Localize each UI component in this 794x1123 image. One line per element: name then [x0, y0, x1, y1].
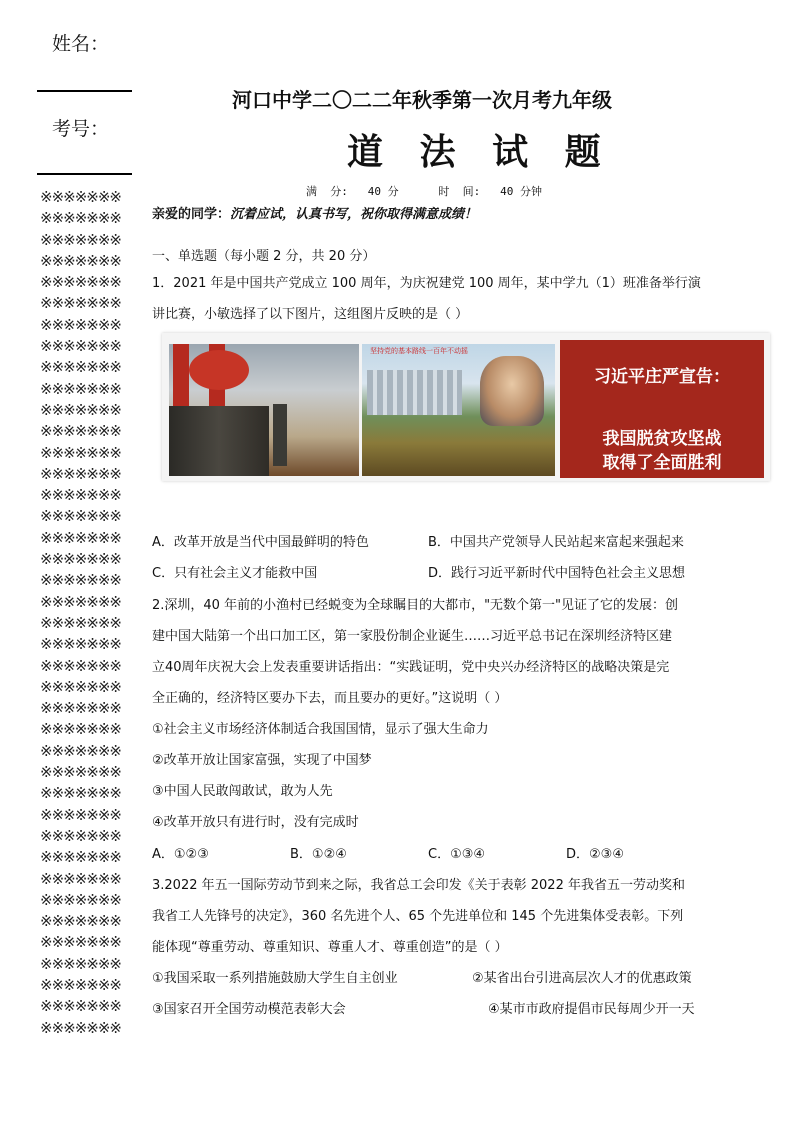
pattern-row: ※※※※※※※ [40, 550, 121, 569]
city-skyline [367, 370, 462, 415]
greeting [152, 203, 477, 222]
pattern-row: ※※※※※※※ [40, 571, 121, 590]
pattern-row: ※※※※※※※ [40, 230, 121, 249]
pattern-row: ※※※※※※※ [40, 720, 121, 739]
q2-line3: 立40周年庆祝大会上发表重要讲话指出：“实践证明，党中央兴办经济特区的战略决策是完 [152, 660, 670, 675]
q3-item-2: ②某省出台引进高层次人才的优惠政策 [472, 971, 692, 986]
exam-id-label: 考号： [52, 118, 110, 140]
q3-line1: 3.2022 年五一国际劳动节到来之际，我省总工会印发《关于表彰 2022 年我省五一劳动奖和 [152, 878, 685, 893]
pattern-row: ※※※※※※※ [40, 613, 121, 632]
q1-option-a: A．改革开放是当代中国最鲜明的特色 [152, 535, 369, 550]
pattern-row: ※※※※※※※ [40, 188, 121, 206]
q1-image-strip [162, 333, 770, 481]
pattern-row: ※※※※※※※ [40, 507, 121, 526]
lantern-icon [189, 350, 249, 390]
greeting-label: 亲爱的同学： [152, 207, 231, 222]
pattern-row: ※※※※※※※ [40, 379, 121, 398]
pattern-row: ※※※※※※※ [40, 784, 121, 803]
pattern-row: ※※※※※※※ [40, 890, 121, 909]
poverty-alleviation-panel [560, 340, 764, 478]
q2-line4: 全正确的，经济特区要办下去，而且要办的更好。”这说明（ ） [152, 691, 508, 706]
q2-option-c: C．①③④ [428, 847, 486, 862]
pattern-row: ※※※※※※※ [40, 635, 121, 654]
pattern-row: ※※※※※※※ [40, 486, 121, 505]
reform-poster-photo [362, 344, 555, 476]
subject-title: 道 法 试 题 [347, 131, 613, 173]
pattern-row: ※※※※※※※ [40, 592, 121, 611]
portrait [480, 356, 544, 426]
pattern-row: ※※※※※※※ [40, 337, 121, 356]
section-heading: 一、单选题（每小题 2 分，共 20 分） [152, 249, 376, 264]
q2-item-4: ④改革开放只有进行时，没有完成时 [152, 815, 359, 830]
pattern-row: ※※※※※※※ [40, 656, 121, 675]
q2-line2: 建中国大陆第一个出口加工区，第一家股份制企业诞生……习近平总书记在深圳经济特区建 [152, 629, 673, 644]
q1-option-b: B．中国共产党领导人民站起来富起来强起来 [428, 535, 684, 550]
q2-option-d: D．②③④ [566, 847, 624, 862]
q3-item-3: ③国家召开全国劳动模范表彰大会 [152, 1002, 346, 1017]
pattern-row: ※※※※※※※ [40, 358, 121, 377]
pattern-row: ※※※※※※※ [40, 997, 121, 1016]
q2-item-3: ③中国人民敢闯敢试，敢为人先 [152, 784, 333, 799]
binding-margin [0, 0, 140, 1123]
pattern-row: ※※※※※※※ [40, 741, 121, 760]
q1-line2: 讲比赛，小敏选择了以下图片，这组图片反映的是（ ） [152, 307, 469, 322]
q3-line3: 能体现“尊重劳动、尊重知识、尊重人才、尊重创造”的是（ ） [152, 940, 508, 955]
pattern-row: ※※※※※※※ [40, 826, 121, 845]
pattern-row: ※※※※※※※ [40, 464, 121, 483]
greeting-text: 沉着应试，认真书写，祝你取得满意成绩！ [230, 207, 478, 222]
pattern-row: ※※※※※※※ [40, 1018, 121, 1037]
pattern-row: ※※※※※※※ [40, 443, 121, 462]
q1-option-d: D．践行习近平新时代中国特色社会主义思想 [428, 566, 686, 581]
pattern-row: ※※※※※※※ [40, 251, 121, 270]
q3-item-4: ④某市市政府提倡市民每周少开一天 [488, 1002, 695, 1017]
panel-line1: 我国脱贫攻坚战 [602, 429, 722, 449]
q2-option-b: B．①②④ [290, 847, 347, 862]
pattern-row: ※※※※※※※ [40, 933, 121, 952]
pattern-row: ※※※※※※※ [40, 869, 121, 888]
q2-line1: 2.深圳，40 年前的小渔村已经蜕变为全球瞩目的大都市，"无数个第一"见证了它的发展：创 [152, 598, 679, 613]
panel-title: 习近平庄严宣告： [594, 367, 730, 387]
poster-caption: 坚持党的基本路线一百年不动摇 [370, 347, 468, 355]
q3-line2: 我省工人先锋号的决定》，360 名先进个人、65 个先进单位和 145 个先进集体受表彰。下列 [152, 909, 684, 924]
pattern-row: ※※※※※※※ [40, 528, 121, 547]
pattern-row: ※※※※※※※ [40, 699, 121, 718]
exam-id-line [37, 173, 132, 175]
pattern-row: ※※※※※※※ [40, 912, 121, 931]
panel-line2: 取得了全面胜利 [602, 453, 722, 473]
q1-line1: 1．2021 年是中国共产党成立 100 周年，为庆祝建党 100 周年，某中学九（1）班准备举行演 [152, 276, 701, 291]
pattern-row: ※※※※※※※ [40, 294, 121, 313]
q2-item-2: ②改革开放让国家富强，实现了中国梦 [152, 753, 372, 768]
seal-line-pattern [40, 187, 135, 1039]
score-time-line: 满 分: 40 分 时 间: 40 分钟 [306, 185, 542, 198]
q3-item-1: ①我国采取一系列措施鼓励大学生自主创业 [152, 971, 398, 986]
pattern-row: ※※※※※※※ [40, 315, 121, 334]
pattern-row: ※※※※※※※ [40, 954, 121, 973]
pattern-row: ※※※※※※※ [40, 975, 121, 994]
q1-option-c: C．只有社会主义才能救中国 [152, 566, 318, 581]
name-label: 姓名： [52, 33, 110, 55]
pattern-row: ※※※※※※※ [40, 848, 121, 867]
pattern-row: ※※※※※※※ [40, 763, 121, 782]
q2-option-a: A．①②③ [152, 847, 209, 862]
pattern-row: ※※※※※※※ [40, 209, 121, 228]
school-title: 河口中学二〇二二年秋季第一次月考九年级 [232, 88, 612, 112]
pattern-row: ※※※※※※※ [40, 677, 121, 696]
q2-item-1: ①社会主义市场经济体制适合我国国情，显示了强大生命力 [152, 722, 489, 737]
pattern-row: ※※※※※※※ [40, 273, 121, 292]
pattern-row: ※※※※※※※ [40, 805, 121, 824]
pattern-row: ※※※※※※※ [40, 422, 121, 441]
pattern-row: ※※※※※※※ [40, 400, 121, 419]
founding-ceremony-photo [169, 344, 359, 476]
name-line [37, 90, 132, 92]
